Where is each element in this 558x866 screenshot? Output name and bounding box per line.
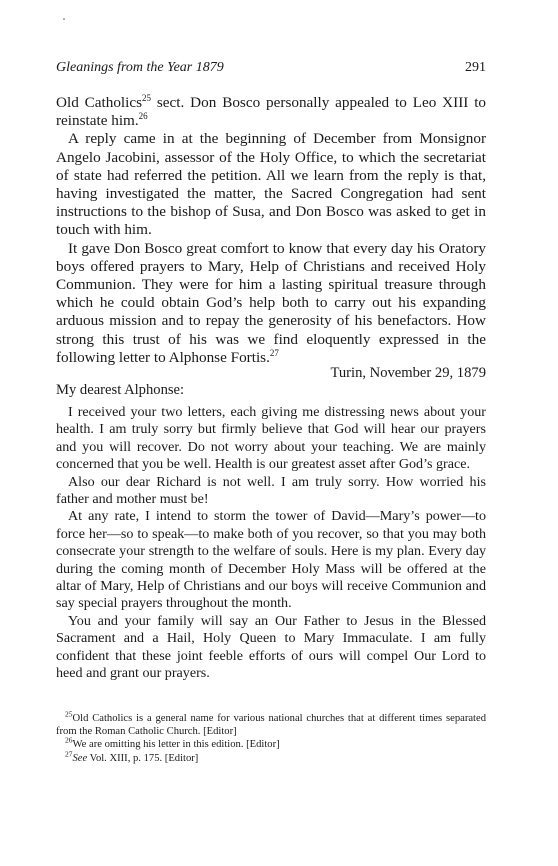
footnote-text: We are omitting his letter in this edition. [Editor] <box>72 739 280 751</box>
footnote-ref-26: 26 <box>138 111 148 122</box>
letter-body <box>56 404 486 683</box>
page-number: 291 <box>465 60 486 75</box>
scan-speck <box>63 18 65 20</box>
footnote-mark: 27 <box>65 749 73 759</box>
footnote-ref-25: 25 <box>142 92 152 103</box>
letter-paragraph-1: I received your two letters, each giving me distressing news about your health. I am truly sorry but firmly believe that God will hear our prayers and you will recover. Do not worry about your teaching. We are mainly concerned that you be well. Health is our greatest asset after God’s grace. <box>56 404 486 473</box>
paragraph-1-text-a: Old Catholics <box>56 94 143 111</box>
footnote-mark: 25 <box>65 709 73 719</box>
footnote-ref-27: 27 <box>269 347 279 358</box>
footnote-27 <box>56 749 486 765</box>
running-title: Gleanings from the Year 1879 <box>56 60 224 75</box>
letter-paragraph-2: Also our dear Richard is not well. I am truly sorry. How worried his father and mother must be! <box>56 473 486 508</box>
paragraph-3 <box>56 240 486 367</box>
page-header <box>56 60 486 78</box>
letter-dateline: Turin, November 29, 1879 <box>330 365 486 381</box>
footnote-text: Old Catholics is a general name for various national churches that at different times separated from the Roman Catholic Church. [Editor] <box>56 713 486 738</box>
letter-paragraph-3: At any rate, I intend to storm the tower of David—Mary’s power—to force her—so to speak—to make both of you recover, so that you may both consecrate your strength to the welfare of souls. Here is my plan. Every day during the coming month of December Holy Mass will be offered at the altar of Mary, Help of Christians and our boys will receive Communion and say special prayers throughout the month. <box>56 508 486 612</box>
paragraph-1 <box>56 94 486 130</box>
footnote-text: Vol. XIII, p. 175. [Editor] <box>87 752 199 764</box>
letter-salutation: My dearest Alphonse: <box>56 382 185 398</box>
footnote-25 <box>56 709 486 738</box>
paragraph-2: A reply came in at the beginning of December from Monsignor Angelo Jacobini, assessor of the Holy Office, to which the secretariat of state had referred the petition. All we learn from the reply is that, having investigated the matter, the Sacred Congregation had sent instructions to the bishop of Susa, and Don Bosco was asked to get in touch with him. <box>56 130 486 239</box>
paragraph-3-text: It gave Don Bosco great comfort to know that every day his Oratory boys offered prayers to Mary, Help of Christians and received Holy Communion. They were for him a lasting spiritual treasure through which he could obtain God’s help both to carry out his expanding arduous mission and to repay the generosity of his benefactors. How strong this trust of his was we find eloquently expressed in the following letter to Alphonse Fortis. <box>56 239 486 366</box>
footnote-see-prefix: See <box>72 752 88 764</box>
footnote-mark: 26 <box>65 735 73 745</box>
footnotes <box>56 709 486 765</box>
body-text <box>56 94 486 367</box>
letter-paragraph-4: You and your family will say an Our Father to Jesus in the Blessed Sacrament and a Hail, Holy Queen to Mary Immaculate. I am fully confident that these joint feeble efforts of ours will compel Our Lord to heed and grant our prayers. <box>56 612 486 682</box>
footnote-26 <box>56 735 486 751</box>
paragraph-1-text-b: sect. Don Bosco personally appealed to Leo XIII to reinstate him. <box>56 94 487 130</box>
